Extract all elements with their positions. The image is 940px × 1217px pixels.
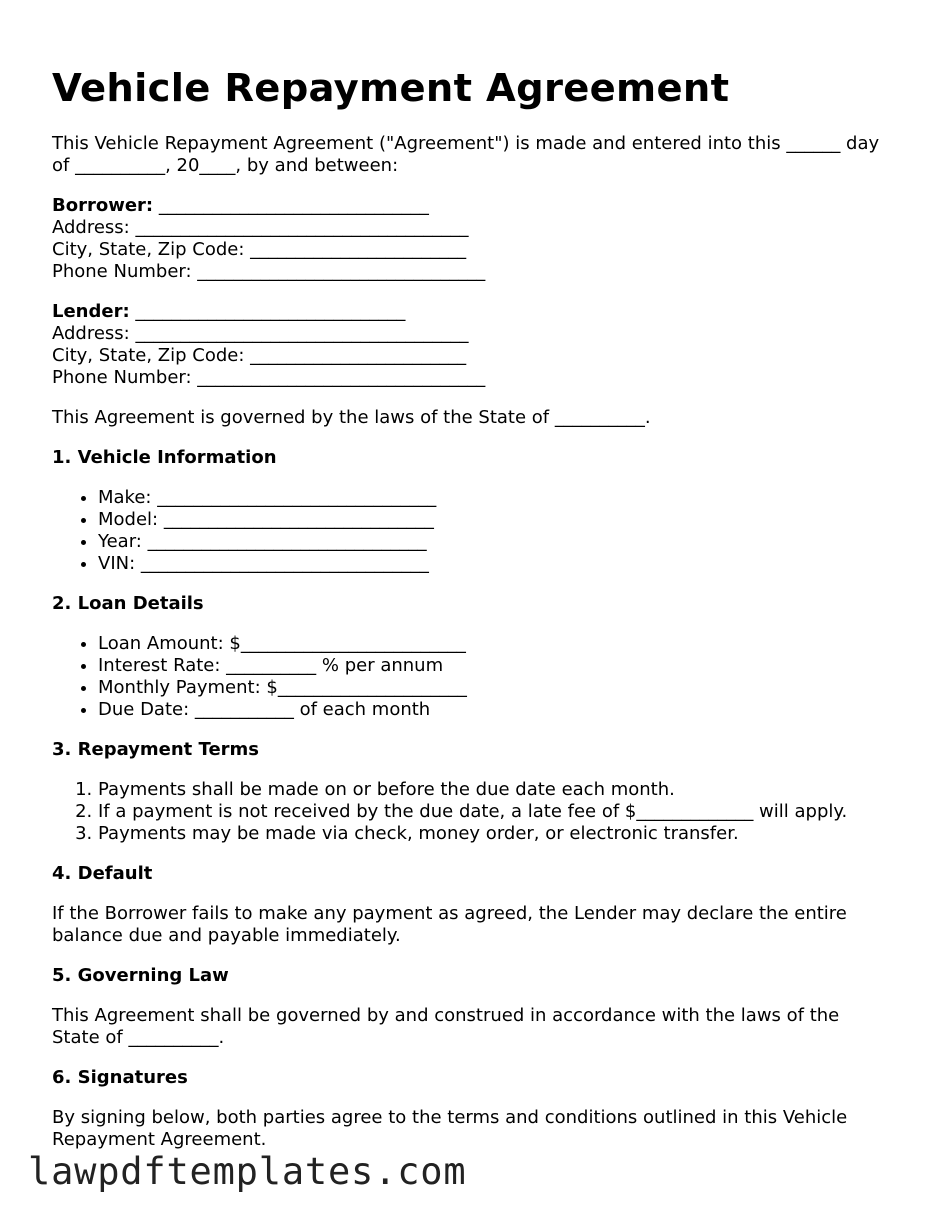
section-heading-vehicle: 1. Vehicle Information	[52, 447, 277, 469]
law-paragraph: This Agreement shall be governed by and construed in accordance with the laws of the State of __________.	[52, 1005, 840, 1049]
lender-city: City, State, Zip Code: ________________________	[52, 345, 467, 367]
list-item: • Year: _______________________________	[98, 531, 892, 553]
lender-label: Lender:	[52, 301, 130, 323]
governed-intro: This Agreement is governed by the laws of the State of __________.	[52, 407, 651, 429]
borrower-block	[52, 195, 892, 283]
repayment-list	[52, 779, 892, 845]
section-heading-repayment: 3. Repayment Terms	[52, 739, 259, 761]
loan-list	[52, 633, 892, 721]
list-item: • Make: _______________________________	[98, 487, 892, 509]
lender-address: Address: _____________________________________	[52, 323, 469, 345]
lender-name-blank: ______________________________	[129, 301, 406, 323]
list-item: 1. Payments shall be made on or before the due date each month.	[98, 779, 892, 801]
lender-block	[52, 301, 892, 389]
section-heading-loan: 2. Loan Details	[52, 593, 204, 615]
borrower-name-blank: ______________________________	[153, 195, 429, 217]
section-heading-law: 5. Governing Law	[52, 965, 229, 987]
borrower-name-line	[52, 195, 892, 217]
page-title: Vehicle Repayment Agreement	[52, 66, 730, 111]
borrower-city: City, State, Zip Code: ________________________	[52, 239, 467, 261]
signatures-paragraph: By signing below, both parties agree to the terms and conditions outlined in this Vehicle Repayment Agreement.	[52, 1107, 848, 1151]
lender-phone: Phone Number: ________________________________	[52, 367, 486, 389]
list-item: • Loan Amount: $_________________________	[98, 633, 892, 655]
section-heading-signatures: 6. Signatures	[52, 1067, 188, 1089]
intro-paragraph: This Vehicle Repayment Agreement ("Agreement") is made and entered into this ______ day of __________, 20____, by and between:	[52, 133, 880, 177]
list-item: 3. Payments may be made via check, money order, or electronic transfer.	[98, 823, 892, 845]
watermark: lawpdftemplates.com	[28, 1150, 467, 1193]
list-item: • Interest Rate: __________ % per annum	[98, 655, 892, 677]
list-item: • VIN: ________________________________	[98, 553, 892, 575]
borrower-phone: Phone Number: ________________________________	[52, 261, 486, 283]
borrower-address: Address: _____________________________________	[52, 217, 469, 239]
list-item: 2. If a payment is not received by the due date, a late fee of $_____________ will apply.	[98, 801, 892, 823]
list-item: • Model: ______________________________	[98, 509, 892, 531]
vehicle-list	[52, 487, 892, 575]
lender-name-line	[52, 301, 892, 323]
list-item: • Monthly Payment: $_____________________	[98, 677, 892, 699]
default-paragraph: If the Borrower fails to make any payment as agreed, the Lender may declare the entire balance due and payable immediately.	[52, 903, 847, 947]
borrower-label: Borrower:	[52, 195, 154, 217]
section-heading-default: 4. Default	[52, 863, 153, 885]
list-item: • Due Date: ___________ of each month	[98, 699, 892, 721]
document-page	[52, 66, 892, 1169]
